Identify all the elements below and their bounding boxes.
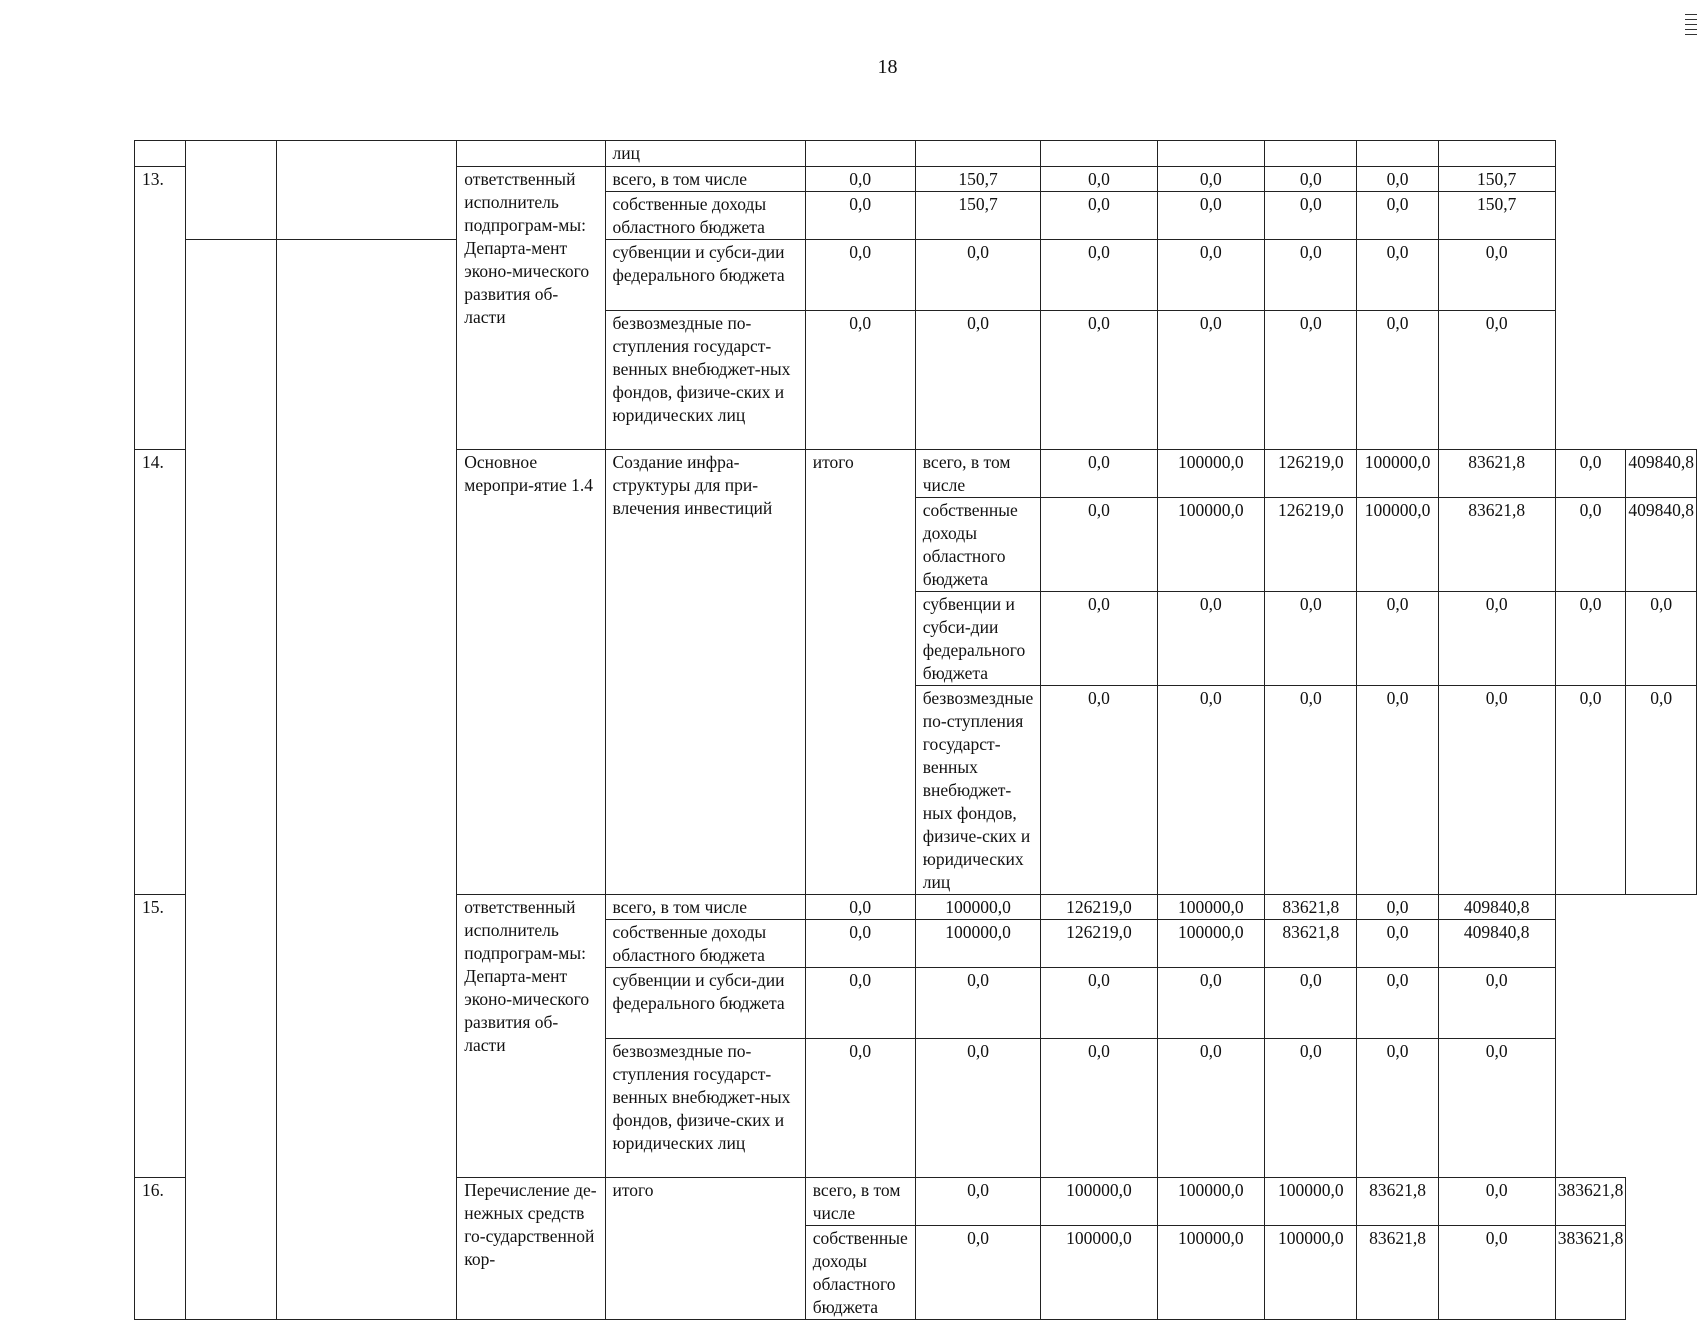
table-cell-value: 0,0 [805,240,915,311]
table-cell-value: 0,0 [1041,450,1157,498]
table-cell-value: 0,0 [1555,592,1626,686]
table-cell-value: 0,0 [805,895,915,920]
table-cell-value: 0,0 [915,1039,1041,1178]
table-cell-value: 126219,0 [1265,498,1357,592]
table-cell: 16. [135,1178,186,1320]
table-cell-value: 0,0 [1265,311,1357,450]
table-cell [1157,141,1265,167]
table-cell-value: 0,0 [1438,1178,1555,1226]
table-cell-value: 150,7 [915,167,1041,192]
table-cell: 14. [135,450,186,895]
table-cell-value: 0,0 [805,311,915,450]
table-cell-value: 83621,8 [1357,1226,1438,1320]
table-cell-value: 0,0 [805,192,915,240]
table-cell: итого [605,1178,805,1320]
table-cell: 13. [135,167,186,450]
table-cell-value: 0,0 [1357,240,1438,311]
table-cell-value: 126219,0 [1041,895,1157,920]
table-cell-value: 0,0 [805,167,915,192]
table-cell-value: 0,0 [805,968,915,1039]
table-cell-value: 0,0 [1357,192,1438,240]
table-cell: всего, в том числе [605,167,805,192]
table-cell: ответственный исполнитель подпрограм-мы: Департа-мент эконо-мического развития об-ласти [457,895,605,1178]
table-cell-value: 100000,0 [1041,1226,1157,1320]
table-cell: субвенции и субси-дии федерального бюджета [605,240,805,311]
table-cell-value: 0,0 [1157,686,1265,895]
table-cell-value: 0,0 [1555,686,1626,895]
table-cell [915,141,1041,167]
table-cell-value: 0,0 [805,1039,915,1178]
table-cell: безвозмездные по-ступления государст-венных внебюджет-ных фондов, физиче-ских и юридических лиц [605,1039,805,1178]
table-cell-value: 126219,0 [1265,450,1357,498]
table-cell-value: 83621,8 [1265,895,1357,920]
table-cell-value: 0,0 [1265,240,1357,311]
table-cell-value: 0,0 [1265,686,1357,895]
table-cell [1357,141,1438,167]
budget-table [134,140,1697,1320]
table-cell-value: 0,0 [1357,968,1438,1039]
page-number: 18 [877,56,898,78]
table-cell-value: 83621,8 [1357,1178,1438,1226]
table-cell-value: 150,7 [915,192,1041,240]
table-cell-value: 0,0 [1041,968,1157,1039]
table-cell-value: 0,0 [1438,968,1555,1039]
table-cell-value: 100000,0 [1041,1178,1157,1226]
table-cell: Создание инфра-структуры для при-влечения инвестиций [605,450,805,895]
table-cell-value: 0,0 [1265,592,1357,686]
table-cell-value: 100000,0 [1265,1178,1357,1226]
table-cell-value: 0,0 [1041,498,1157,592]
table-cell-value: 83621,8 [1265,920,1357,968]
table-cell-value: 100000,0 [1157,1226,1265,1320]
table-cell: Перечисление де-нежных средств го-сударственной кор- [457,1178,605,1320]
table-cell-value: 100000,0 [1157,1178,1265,1226]
table-cell-value: 0,0 [805,920,915,968]
table-cell: собственные доходы областного бюджета [915,498,1041,592]
table-cell-value: 0,0 [1626,592,1697,686]
table-cell-value: 126219,0 [1041,920,1157,968]
table-cell-value: 0,0 [1555,498,1626,592]
table-cell-value: 100000,0 [1357,450,1438,498]
table-cell-value: 100000,0 [1265,1226,1357,1320]
table-cell-value: 0,0 [1041,311,1157,450]
table-cell-value: 383621,8 [1555,1178,1626,1226]
table-cell-value: 0,0 [1157,167,1265,192]
table-cell [277,141,457,240]
table-cell-value: 409840,8 [1626,450,1697,498]
table-cell: субвенции и субси-дии федерального бюджета [915,592,1041,686]
table-cell-value: 0,0 [915,1226,1041,1320]
table-cell: ответственный исполнитель подпрограм-мы: Департа-мент эконо-мического развития об-ласти [457,167,605,450]
table-cell: собственные доходы областного бюджета [805,1226,915,1320]
table-cell-value: 100000,0 [1157,895,1265,920]
table-cell-value: 0,0 [1357,311,1438,450]
table-cell-value: 100000,0 [1357,498,1438,592]
table-cell-value: 0,0 [1157,592,1265,686]
table-cell-value: 0,0 [1157,192,1265,240]
table-cell: всего, в том числе [605,895,805,920]
table-cell-value: 0,0 [1157,968,1265,1039]
table-cell [1041,141,1157,167]
table-cell-value: 409840,8 [1626,498,1697,592]
table-cell-value: 0,0 [1265,167,1357,192]
table-cell-value: 383621,8 [1555,1226,1626,1320]
table-cell-value: 0,0 [1357,895,1438,920]
table-cell-value: 0,0 [1438,1226,1555,1320]
table-cell [185,141,277,240]
table-cell-value: 100000,0 [1157,498,1265,592]
table-cell [457,141,605,167]
table-cell: лиц [605,141,805,167]
table-cell [1438,141,1555,167]
table-cell: безвозмездные по-ступления государст-венных внебюджет-ных фондов, физиче-ских и юридических лиц [605,311,805,450]
table-cell-value: 0,0 [1157,311,1265,450]
table-cell-value: 0,0 [1555,450,1626,498]
table-cell-value: 0,0 [1357,920,1438,968]
table-cell: всего, в том числе [915,450,1041,498]
table-cell-value: 0,0 [1357,592,1438,686]
table-cell-value: 0,0 [915,311,1041,450]
table-row [135,141,1697,167]
table-cell-value: 83621,8 [1438,450,1555,498]
table-cell [185,240,277,1320]
table-cell-value: 0,0 [1157,1039,1265,1178]
table-cell-value: 0,0 [915,240,1041,311]
table-cell-value: 0,0 [1157,240,1265,311]
table-cell: собственные доходы областного бюджета [605,192,805,240]
table-cell: собственные доходы областного бюджета [605,920,805,968]
table-row [135,240,1697,311]
table-cell-value: 100000,0 [1157,450,1265,498]
table-cell-value: 0,0 [1438,686,1555,895]
table-cell-value: 150,7 [1438,192,1555,240]
table-cell: 15. [135,895,186,1178]
table-cell-value: 0,0 [1357,167,1438,192]
table-cell-value: 0,0 [1626,686,1697,895]
table-cell [135,141,186,167]
table-cell-value: 0,0 [1041,167,1157,192]
table-cell-value: 0,0 [1265,968,1357,1039]
table-cell-value: 0,0 [915,968,1041,1039]
scan-edge-marks [1685,10,1697,39]
table-cell [277,240,457,1320]
table-cell: итого [805,450,915,895]
table-cell: Основное меропри-ятие 1.4 [457,450,605,895]
table-cell-value: 0,0 [1357,1039,1438,1178]
table-cell-value: 0,0 [1041,686,1157,895]
table-cell [1265,141,1357,167]
table-cell [805,141,915,167]
table-cell-value: 0,0 [1438,1039,1555,1178]
table-cell-value: 0,0 [1438,311,1555,450]
table-cell-value: 0,0 [1357,686,1438,895]
table-cell-value: 0,0 [1041,240,1157,311]
table-cell-value: 0,0 [1041,1039,1157,1178]
table-cell-value: 150,7 [1438,167,1555,192]
table-cell-value: 83621,8 [1438,498,1555,592]
table-cell-value: 0,0 [1041,592,1157,686]
table-cell: безвозмездные по-ступления государст-венных внебюджет-ных фондов, физиче-ских и юридических лиц [915,686,1041,895]
table-cell-value: 0,0 [1265,192,1357,240]
table-cell-value: 0,0 [915,1178,1041,1226]
table-cell-value: 409840,8 [1438,920,1555,968]
table-cell-value: 100000,0 [1157,920,1265,968]
table-cell-value: 0,0 [1265,1039,1357,1178]
table-cell-value: 0,0 [1438,240,1555,311]
table-cell: всего, в том числе [805,1178,915,1226]
table-cell-value: 100000,0 [915,920,1041,968]
table-cell: субвенции и субси-дии федерального бюджета [605,968,805,1039]
table-cell-value: 0,0 [1041,192,1157,240]
table-cell-value: 100000,0 [915,895,1041,920]
table-cell-value: 0,0 [1438,592,1555,686]
table-cell-value: 409840,8 [1438,895,1555,920]
